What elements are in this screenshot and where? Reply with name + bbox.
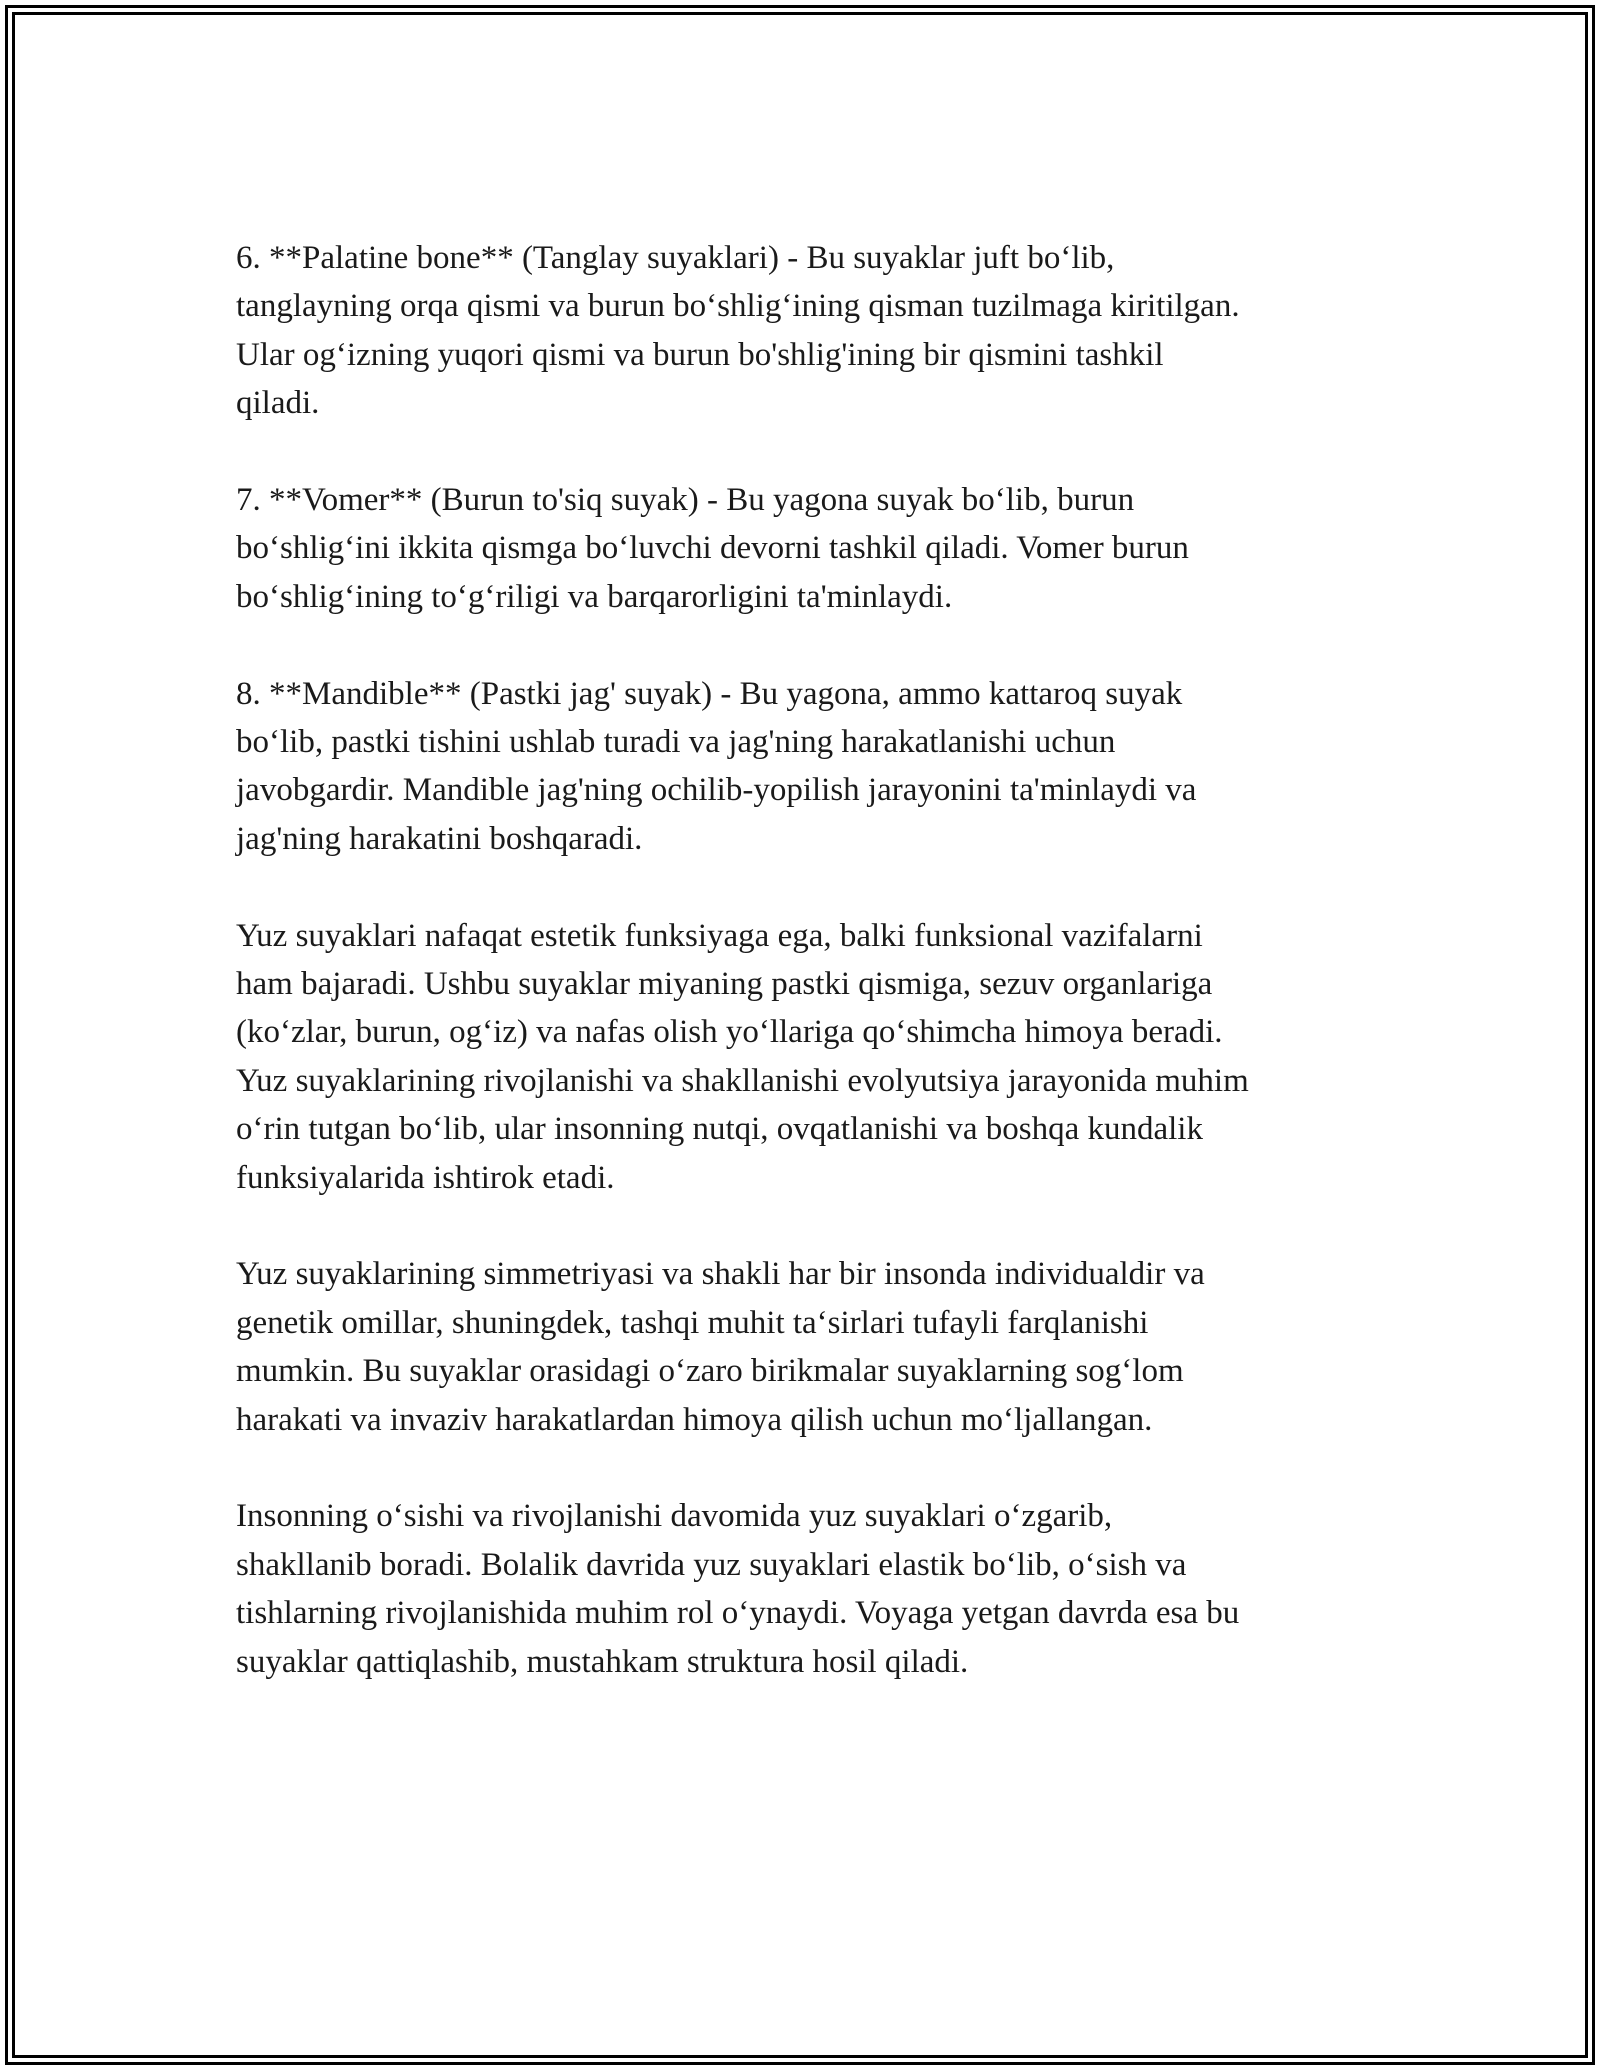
text-line: bo‘lib, pastki tishini ushlab turadi va jag'ning harakatlanishi uchun — [236, 724, 1116, 761]
text-line: genetik omillar, shuningdek, tashqi muhit ta‘sirlari tufayli farqlanishi — [236, 1304, 1149, 1341]
text-line: suyaklar qattiqlashib, mustahkam struktura hosil qiladi. — [236, 1643, 969, 1680]
text-line: bo‘shlig‘ini ikkita qismga bo‘luvchi devorni tashkil qiladi. Vomer burun — [236, 530, 1189, 567]
text-line: Yuz suyaklarining rivojlanishi va shakllanishi evolyutsiya jarayonida muhim — [236, 1062, 1249, 1099]
text-line: jag'ning harakatini boshqaradi. — [236, 820, 643, 857]
text-line: harakati va invaziv harakatlardan himoya qilish uchun mo‘ljallangan. — [236, 1401, 1153, 1438]
text-line: 7. **Vomer** (Burun to'siq suyak) - Bu yagona suyak bo‘lib, burun — [236, 482, 1135, 519]
text-line: tishlarning rivojlanishida muhim rol o‘ynaydi. Voyaga yetgan davrda esa bu — [236, 1595, 1240, 1632]
text-line: mumkin. Bu suyaklar orasidagi o‘zaro birikmalar suyaklarning sog‘lom — [236, 1353, 1184, 1390]
text-line: javobgardir. Mandible jag'ning ochilib-yopilish jarayonini ta'minlaydi va — [236, 772, 1197, 809]
text-line: 8. **Mandible** (Pastki jag' suyak) - Bu yagona, ammo kattaroq suyak — [236, 675, 1183, 712]
text-line: shakllanib boradi. Bolalik davrida yuz suyaklari elastik bo‘lib, o‘sish va — [236, 1546, 1187, 1583]
text-line: o‘rin tutgan bo‘lib, ular insonning nutqi, ovqatlanishi va boshqa kundalik — [236, 1111, 1203, 1148]
text-line: Insonning o‘sishi va rivojlanishi davomida yuz suyaklari o‘zgarib, — [236, 1498, 1113, 1535]
text-line: (ko‘zlar, burun, og‘iz) va nafas olish yo‘llariga qo‘shimcha himoya beradi. — [236, 1014, 1223, 1051]
document-body — [236, 234, 1386, 1686]
paragraph-symmetry — [236, 1250, 1386, 1444]
text-line: 6. **Palatine bone** (Tanglay suyaklari) - Bu suyaklar juft bo‘lib, — [236, 240, 1115, 276]
text-line: ham bajaradi. Ushbu suyaklar miyaning pastki qismiga, sezuv organlariga — [236, 966, 1213, 1003]
paragraph-function — [236, 912, 1386, 1202]
paragraph-vomer — [236, 476, 1386, 621]
text-line: Yuz suyaklarining simmetriyasi va shakli har bir insonda individualdir va — [236, 1256, 1205, 1293]
text-line: bo‘shlig‘ining to‘g‘riligi va barqarorligini ta'minlaydi. — [236, 578, 953, 615]
text-line: Yuz suyaklari nafaqat estetik funksiyaga ega, balki funksional vazifalarni — [236, 917, 1203, 954]
text-line: Ular og‘izning yuqori qismi va burun bo'shlig'ining bir qismini tashkil — [236, 336, 1164, 373]
text-line: tanglayning orqa qismi va burun bo‘shlig‘ining qisman tuzilmaga kiritilgan. — [236, 288, 1240, 325]
text-line: funksiyalarida ishtirok etadi. — [236, 1159, 615, 1196]
paragraph-mandible — [236, 670, 1386, 864]
paragraph-palatine-bone — [236, 234, 1386, 428]
text-line: qiladi. — [236, 385, 320, 422]
paragraph-growth — [236, 1492, 1386, 1686]
